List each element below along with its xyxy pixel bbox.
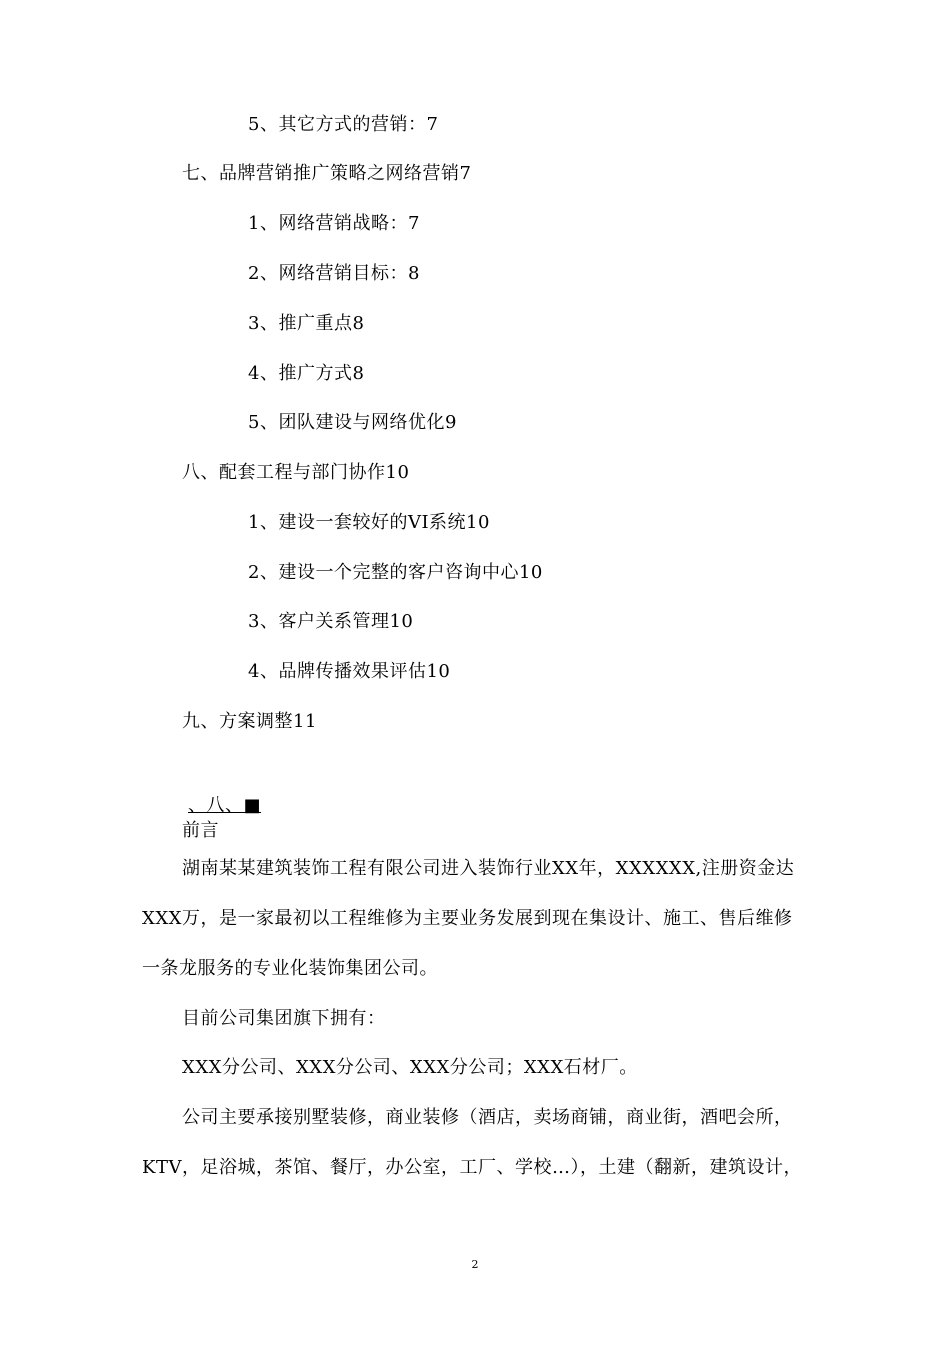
toc-entry: 1、网络营销战略：7 (248, 213, 420, 234)
paragraph-line: 湖南某某建筑装饰工程有限公司进入装饰行业XX年，XXXXXX,注册资金达 (182, 858, 795, 879)
paragraph-line: 目前公司集团旗下拥有： (182, 1008, 386, 1029)
toc-entry: 5、团队建设与网络优化9 (248, 412, 457, 433)
section-heading: 前言 (182, 820, 219, 841)
toc-entry: 1、建设一套较好的VI系统10 (248, 512, 490, 533)
toc-entry: 七、品牌营销推广策略之网络营销7 (182, 163, 472, 184)
toc-entry: 2、网络营销目标：8 (248, 263, 420, 284)
paragraph-line: 一条龙服务的专业化装饰集团公司。 (142, 958, 438, 979)
page-number: 2 (471, 1258, 479, 1271)
toc-entry: 4、品牌传播效果评估10 (248, 661, 451, 682)
paragraph-line: 公司主要承接别墅装修，商业装修（酒店，卖场商铺，商业街，酒吧会所， (182, 1107, 793, 1128)
toc-entry: 4、推广方式8 (248, 363, 365, 384)
toc-entry: 3、推广重点8 (248, 313, 365, 334)
toc-entry: 八、配套工程与部门协作10 (182, 462, 410, 483)
section-marker: 、八、■ (188, 795, 262, 816)
toc-entry: 5、其它方式的营销：7 (248, 114, 439, 135)
paragraph-line: XXX分公司、XXX分公司、XXX分公司；XXX石材厂。 (182, 1057, 638, 1078)
toc-entry: 2、建设一个完整的客户咨询中心10 (248, 562, 543, 583)
toc-entry: 3、客户关系管理10 (248, 611, 414, 632)
toc-entry: 九、方案调整11 (182, 711, 317, 732)
paragraph-line: KTV，足浴城，茶馆、餐厅，办公室，工厂、学校…），土建（翻新，建筑设计， (142, 1157, 802, 1178)
paragraph-line: XXX万，是一家最初以工程维修为主要业务发展到现在集设计、施工、售后维修 (142, 908, 793, 929)
